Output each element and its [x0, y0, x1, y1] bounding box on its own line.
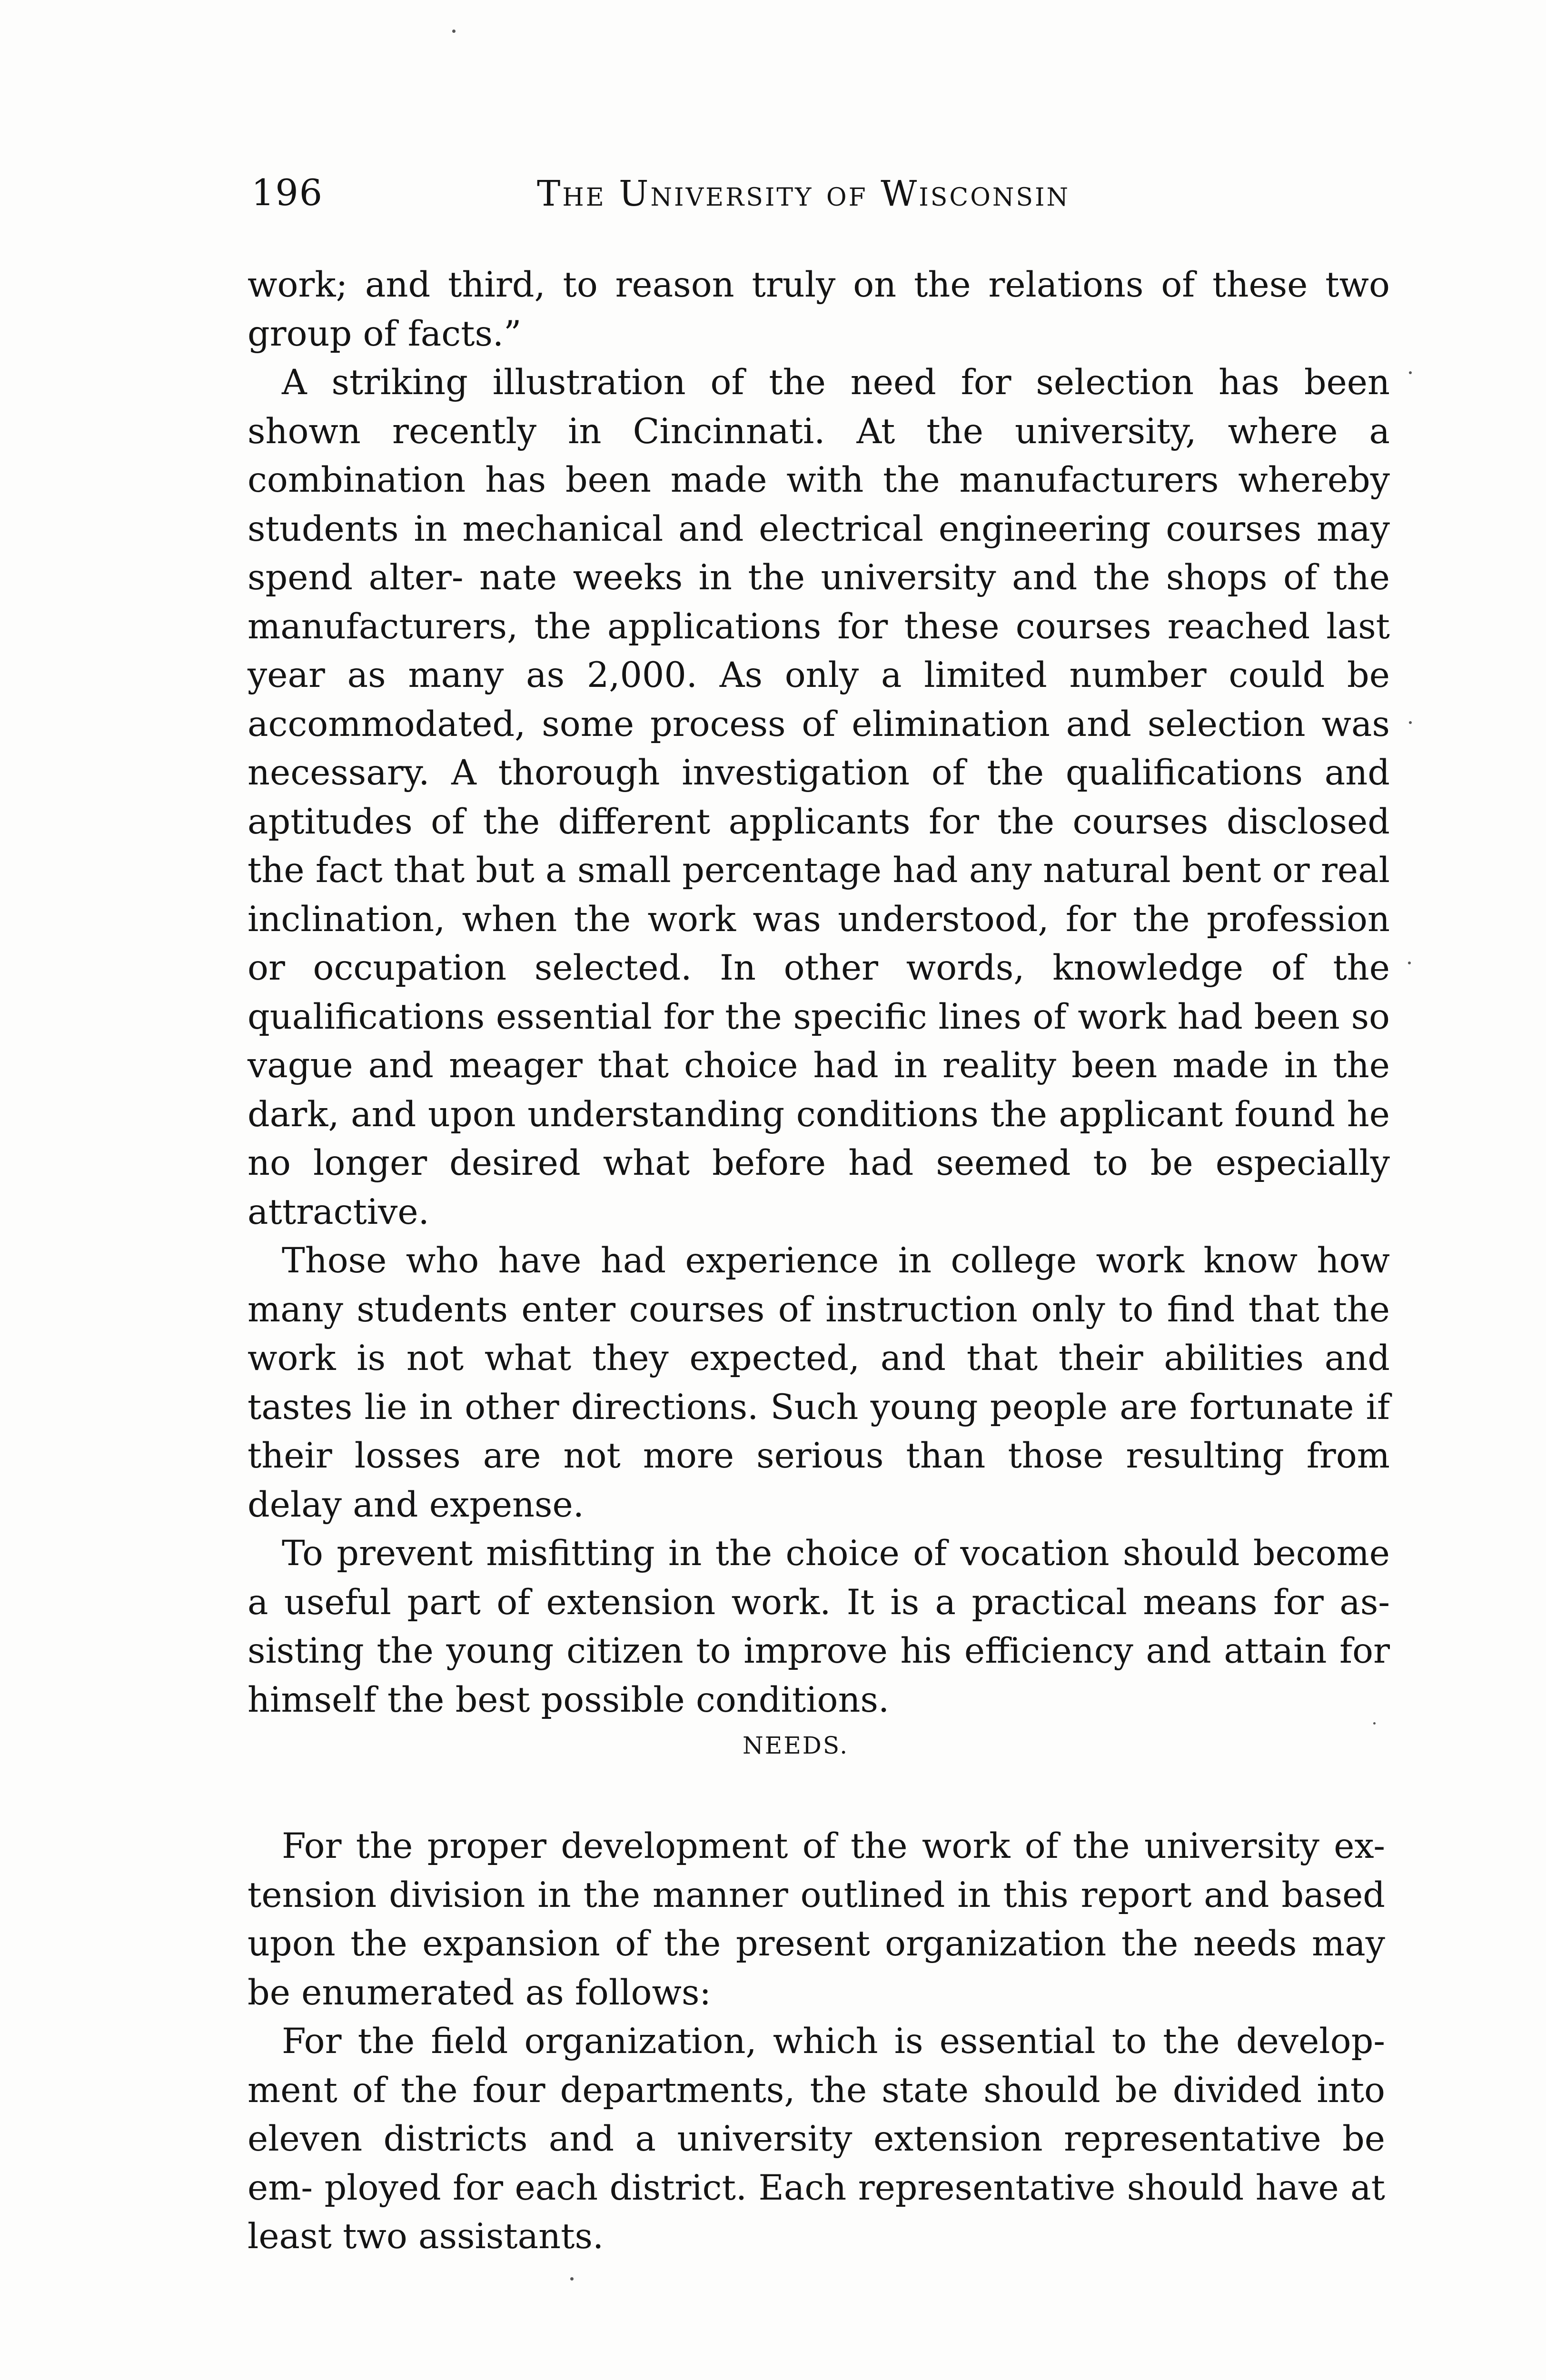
page-number: 196	[251, 171, 324, 214]
paragraph-field-organization: For the field organization, which is essential to the develop- ment of the four departments, the state should be divided into eleven districts and a university extension representative be em- ployed for each district. Each representative should have at least two assistants.	[248, 2021, 1385, 2257]
scan-speck	[570, 2277, 574, 2281]
scan-speck	[1409, 721, 1412, 724]
body-text	[248, 261, 1390, 1725]
paragraph-prevent-misfitting: To prevent misfitting in the choice of vocation should become a useful part of extension work. It is a practical means for as- sisting the young citizen to improve his efficiency and attain for himself the best possible conditions.	[248, 1533, 1390, 1720]
paragraph-college-experience: Those who have had experience in college work know how many students enter courses of instruction only to find that the work is not what they expected, and that their abilities and tastes lie in other directions. Such young people are fortunate if their losses are not more serious than those resulting from delay and expense.	[248, 1240, 1390, 1525]
page-header	[251, 171, 1394, 228]
section-heading-needs: NEEDS.	[743, 1732, 849, 1759]
paragraph-cincinnati-illustration: A striking illustration of the need for selection has been shown recently in Cincinnati. At the university, where a combination has been made with the manufacturers whereby students in mechanical and electrical engineering courses may spend alter- nate weeks in the university and the shops of the manufacturers, the applications for these courses reached last year as many as 2,000. As only a limited number could be accommodated, some process of elimination and selection was necessary. A thorough investigation of the qualifications and aptitudes of the different applicants for the courses disclosed the fact that but a small percentage had any natural bent or real inclination, when the work was understood, for the profession or occupation selected. In other words, knowledge of the qualifications essential for the specific lines of work had been so vague and meager that choice had in reality been made in the dark, and upon understanding conditions the applicant found he no longer desired what before had seemed to be especially attractive.	[248, 362, 1390, 1232]
running-head: The University of Wisconsin	[537, 173, 1070, 214]
scan-speck	[1373, 1722, 1376, 1725]
scan-speck	[1408, 962, 1411, 964]
needs-text	[248, 1822, 1385, 2261]
scan-speck	[1409, 371, 1412, 374]
scan-speck	[452, 30, 456, 33]
paragraph-needs-intro: For the proper development of the work of the university ex- tension division in the manner outlined in this report and based upon the expansion of the present organization the needs may be enumerated as follows:	[248, 1826, 1385, 2013]
paragraph-continued: work; and third, to reason truly on the relations of these two group of facts.”	[248, 265, 1390, 354]
